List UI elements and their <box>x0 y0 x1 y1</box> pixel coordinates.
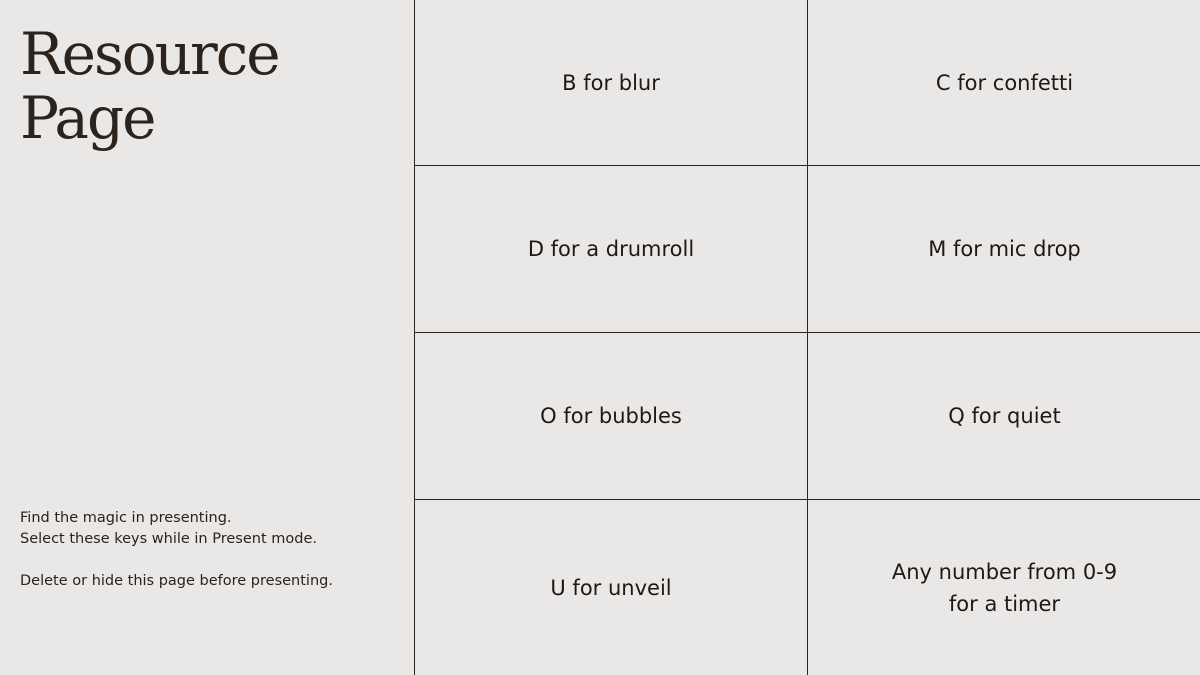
instruction-spacer <box>20 550 333 571</box>
instruction-line-1: Find the magic in presenting. <box>20 510 232 526</box>
page-title: Resource Page <box>20 20 279 152</box>
instruction-line-3: Delete or hide this page before presenting. <box>20 573 333 589</box>
shortcut-cell-blur: B for blur <box>415 0 808 166</box>
instructions-text <box>20 508 333 592</box>
shortcut-cell-bubbles: O for bubbles <box>415 333 808 500</box>
shortcut-cell-unveil: U for unveil <box>415 500 808 675</box>
shortcut-cell-mic-drop: M for mic drop <box>808 166 1200 333</box>
shortcut-cell-confetti: C for confetti <box>808 0 1200 166</box>
instruction-line-2: Select these keys while in Present mode. <box>20 531 317 547</box>
shortcut-cell-drumroll: D for a drumroll <box>415 166 808 333</box>
shortcut-cell-timer: Any number from 0-9 for a timer <box>891 559 1118 616</box>
shortcut-key-grid <box>414 0 1200 675</box>
shortcut-cell-quiet: Q for quiet <box>808 333 1200 500</box>
